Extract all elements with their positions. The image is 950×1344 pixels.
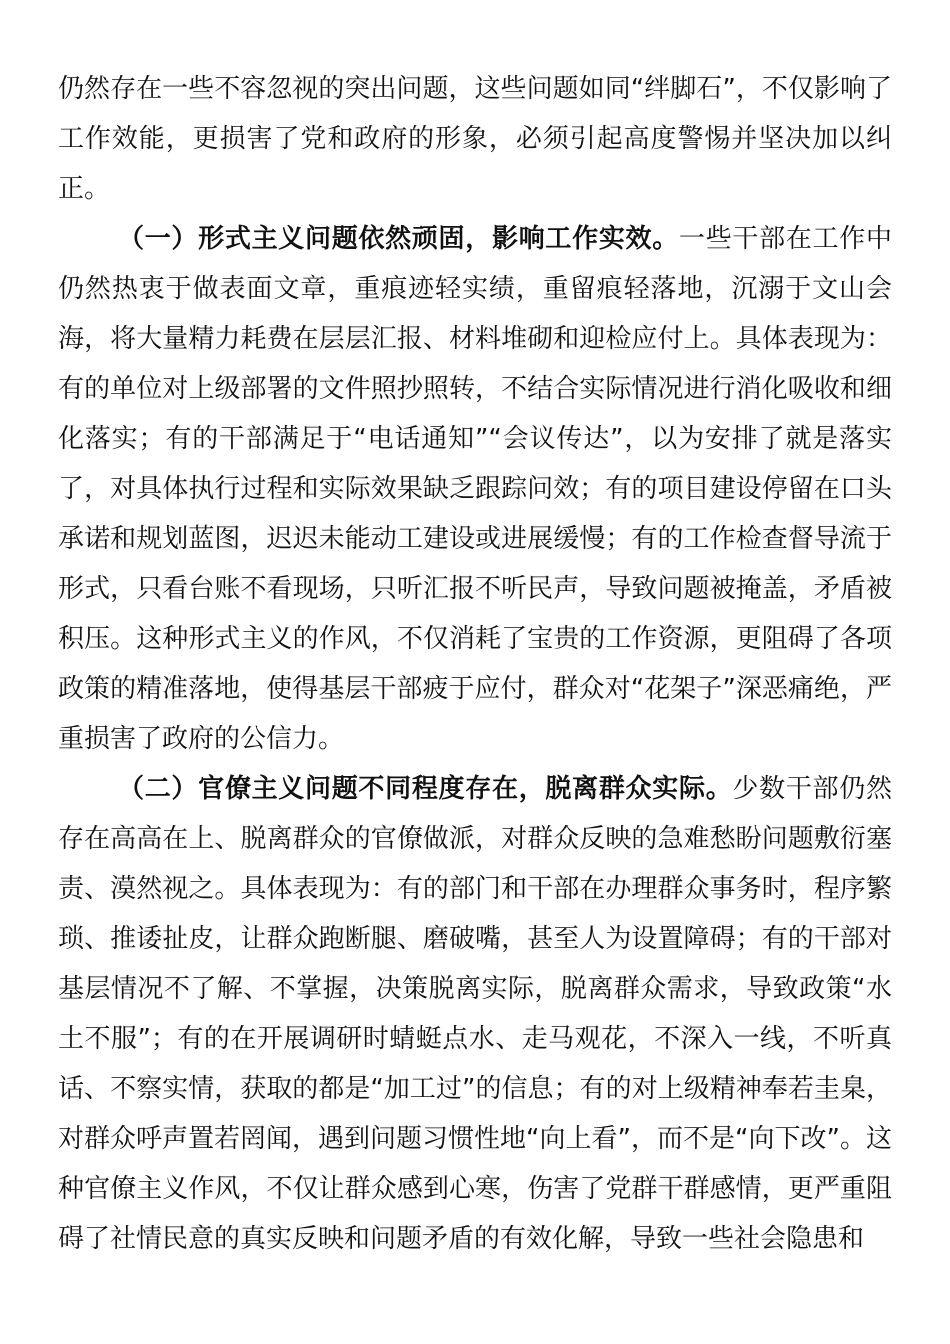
document-page <box>58 64 892 1264</box>
section-1-heading: （一）形式主义问题依然顽固，影响工作实效。 <box>118 224 679 254</box>
section-1-paragraph <box>58 214 892 764</box>
section-2-paragraph <box>58 764 892 1264</box>
section-1-body: 一些干部在工作中仍然热衷于做表面文章，重痕迹轻实绩，重留痕轻落地，沉溺于文山会海，将大量精力耗费在层层汇报、材料堆砌和迎检应付上。具体表现为：有的单位对上级部署的文件照抄照转，不结合实际情况进行消化吸收和细化落实；有的干部满足于“电话通知”“会议传达”，以为安排了就是落实了，对具体执行过程和实际效果缺乏跟踪问效；有的项目建设停留在口头承诺和规划蓝图，迟迟未能动工建设或进展缓慢；有的工作检查督导流于形式，只看台账不看现场，只听汇报不听民声，导致问题被掩盖，矛盾被积压。这种形式主义的作风，不仅消耗了宝贵的工作资源，更阻碍了各项政策的精准落地，使得基层干部疲于应付，群众对“花架子”深恶痛绝，严重损害了政府的公信力。 <box>58 224 892 754</box>
section-2-body: 少数干部仍然存在高高在上、脱离群众的官僚做派，对群众反映的急难愁盼问题敷衍塞责、漠然视之。具体表现为：有的部门和干部在办理群众事务时，程序繁琐、推诿扯皮，让群众跑断腿、磨破嘴，甚至人为设置障碍；有的干部对基层情况不了解、不掌握，决策脱离实际，脱离群众需求，导致政策“水土不服”；有的在开展调研时蜻蜓点水、走马观花，不深入一线，不听真话、不察实情，获取的都是“加工过”的信息；有的对上级精神奉若圭臬，对群众呼声置若罔闻，遇到问题习惯性地“向上看”，而不是“向下改”。这种官僚主义作风，不仅让群众感到心寒，伤害了党群干群感情，更严重阻碍了社情民意的真实反映和问题矛盾的有效化解，导致一些社会隐患和 <box>58 774 892 1254</box>
intro-paragraph: 仍然存在一些不容忽视的突出问题，这些问题如同“绊脚石”，不仅影响了工作效能，更损害了党和政府的形象，必须引起高度警惕并坚决加以纠正。 <box>58 74 892 204</box>
section-2-heading: （二）官僚主义问题不同程度存在，脱离群众实际。 <box>118 774 733 804</box>
